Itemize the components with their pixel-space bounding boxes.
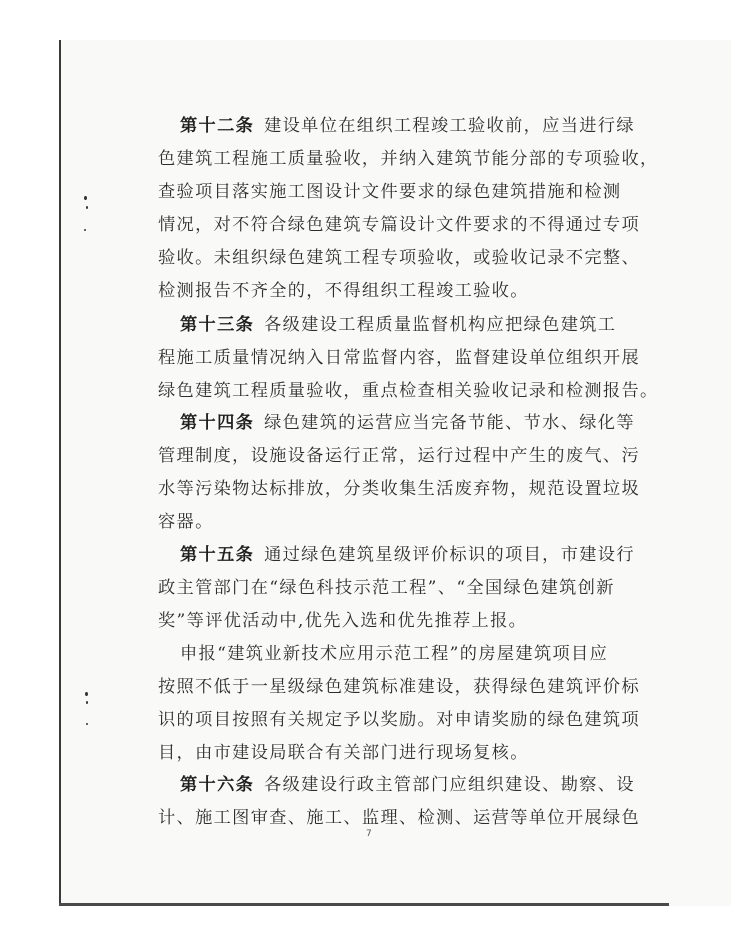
article-text: 绿色建筑的运营应当完备节能、节水、绿化等 [264, 413, 635, 433]
article-text: 计、施工图审查、施工、监理、检测、运营等单位开展绿色 [158, 808, 640, 828]
article-text: 按照不低于一星级绿色建筑标准建设，获得绿色建筑评价标 [158, 677, 640, 697]
article-text: 查验项目落实施工图设计文件要求的绿色建筑措施和检测 [158, 182, 622, 202]
page-number: 7 [366, 829, 372, 839]
article-text: 奖”等评优活动中,优先入选和优先推荐上报。 [158, 611, 528, 631]
article-text: 识的项目按照有关规定予以奖励。对申请奖励的绿色建筑项 [158, 710, 640, 730]
scan-speck [86, 206, 88, 209]
paragraph-line [158, 446, 640, 466]
article-text: 程施工质量情况纳入日常监督内容，监督建设单位组织开展 [158, 348, 640, 368]
article-text: 各级建设工程质量监督机构应把绿色建筑工 [264, 315, 617, 335]
paragraph-line [180, 413, 635, 433]
scan-speck [86, 723, 88, 725]
article-text: 验收。未组织绿色建筑工程专项验收，或验收记录不完整、 [158, 248, 640, 268]
paragraph-line [158, 611, 527, 631]
scan-speck [85, 692, 88, 696]
paragraph-line [158, 710, 640, 730]
article-heading: 第十五条 [180, 545, 255, 565]
article-text: 容器。 [158, 512, 214, 532]
article-text: 检测报告不齐全的，不得组织工程竣工验收。 [158, 281, 529, 301]
paragraph-line [158, 512, 214, 532]
paragraph-line [158, 808, 640, 828]
paragraph-line [158, 281, 529, 301]
paragraph-line [158, 182, 621, 202]
paragraph-line [180, 775, 635, 795]
scan-speck [86, 701, 88, 704]
article-text: 管理制度，设施设备运行正常，运行过程中产生的废气、污 [158, 446, 640, 466]
paragraph-line [180, 315, 616, 335]
paragraph-line [158, 248, 640, 268]
article-heading: 第十四条 [180, 413, 255, 433]
paragraph-line [158, 348, 640, 368]
article-heading: 第十三条 [180, 315, 255, 335]
paper-bottom-edge [59, 903, 669, 906]
paragraph-line [180, 116, 635, 136]
article-text: 目，由市建设局联合有关部门进行现场复核。 [158, 743, 529, 763]
article-text: 绿色建筑工程质量验收，重点检查相关验收记录和检测报告。 [158, 381, 659, 401]
scan-speck [84, 229, 86, 231]
article-text: 政主管部门在“绿色科技示范工程”、“全国绿色建筑创新 [158, 578, 615, 598]
article-heading: 第十二条 [180, 116, 255, 136]
paragraph-line [158, 677, 640, 697]
article-heading: 第十六条 [180, 775, 255, 795]
paragraph-line [180, 644, 608, 664]
paragraph-line [158, 149, 659, 169]
article-text: 申报“建筑业新技术应用示范工程”的房屋建筑项目应 [180, 644, 609, 664]
article-text: 各级建设行政主管部门应组织建设、勘察、设 [264, 775, 635, 795]
paragraph-line [158, 215, 640, 235]
scan-speck [84, 196, 87, 200]
article-text: 色建筑工程施工质量验收，并纳入建筑节能分部的专项验收， [158, 149, 659, 169]
paragraph-line [158, 381, 659, 401]
paragraph-line [180, 545, 635, 565]
article-text: 情况，对不符合绿色建筑专篇设计文件要求的不得通过专项 [158, 215, 640, 235]
paragraph-line [158, 479, 640, 499]
article-text: 建设单位在组织工程竣工验收前，应当进行绿 [264, 116, 635, 136]
article-text: 水等污染物达标排放，分类收集生活废弃物，规范设置垃圾 [158, 479, 640, 499]
paragraph-line [158, 743, 529, 763]
paragraph-line [158, 578, 615, 598]
article-text: 通过绿色建筑星级评价标识的项目，市建设行 [264, 545, 635, 565]
